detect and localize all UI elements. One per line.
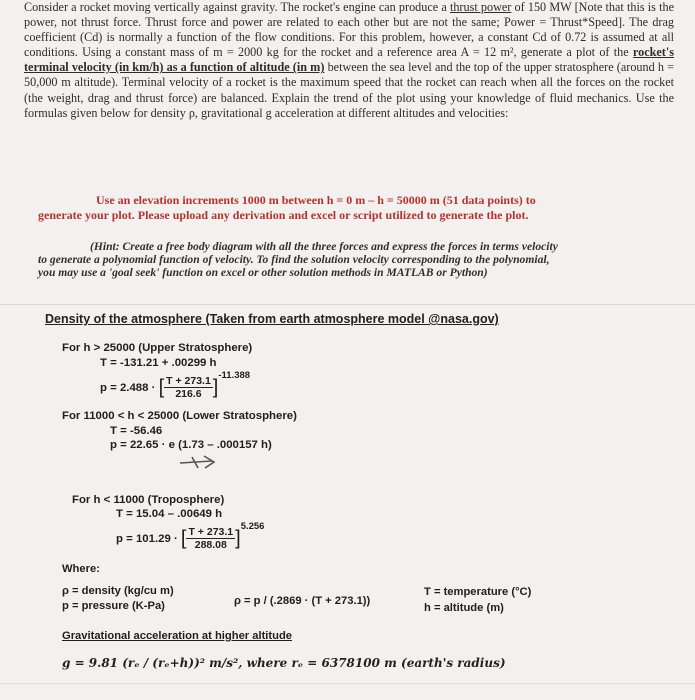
troposphere-pressure: p = 101.29 · [ $\frac{T + 273.1}{288.08}$ ]$^{5.256}$ (116, 521, 265, 552)
gravity-formula: g = 9.81 (rₑ / (rₑ+h))² m/s², where rₑ = 6378100 m (earth's radius) (62, 656, 506, 670)
rho-definition: ρ = density (kg/cu m) (62, 585, 174, 597)
intro-text-3: between the sea level and the top of the upper stratosphere (around h = 50,000 m altitude). Terminal velocity of a rocket is the maximum speed that the rocket can reach when all the forces on the rocket (the weight, drag and thrust force) are balanced. Explain the trend of the plot using your knowledge of fluid mechanics. Use the formulas given below for density ρ, gravitational g acceleration at different altitudes and velocities: (24, 60, 674, 120)
upper-exponent: -11.388 (218, 370, 251, 381)
lower-strat-condition: For 11000 < h < 25000 (Lower Stratosphere) (62, 410, 297, 422)
upper-p-prefix: p = 2.488 · (100, 382, 159, 394)
bottom-divider (0, 683, 695, 684)
troposphere-condition: For h < 11000 (Troposphere) (72, 494, 225, 506)
lower-strat-pressure: p = 22.65 · e (1.73 – .000157 h) (110, 439, 272, 451)
hint-line-1: (Hint: Create a free body diagram with all the three forces and express the forces in terms velocity (90, 240, 558, 253)
upper-strat-pressure: p = 2.488 · [ $\frac{T + 273.1}{216.6}$ ]$^{-11.388}$ (100, 370, 251, 401)
upper-frac-den: 216.6 (175, 388, 202, 401)
problem-statement (24, 0, 674, 121)
density-equation: ρ = p / (.2869 · (T + 273.1)) (234, 595, 371, 607)
gravity-title: Gravitational acceleration at higher altitude (62, 630, 293, 642)
density-section-title: Density of the atmosphere (Taken from earth atmosphere model @nasa.gov) (45, 312, 499, 326)
troposphere-temperature: T = 15.04 – .00649 h (116, 508, 223, 520)
tropo-p-prefix: p = 101.29 · (116, 533, 181, 545)
instruction-line-1: Use an elevation increments 1000 m between h = 0 m – h = 50000 m (51 data points) to (96, 193, 536, 207)
upper-fraction (164, 375, 213, 400)
upper-frac-num: T + 273.1 (166, 375, 211, 388)
where-label: Where: (62, 563, 100, 575)
hint-block (38, 240, 668, 280)
instruction-block (38, 193, 658, 223)
thrust-power-emphasis: thrust power (449, 0, 512, 14)
intro-text-1: Consider a rocket moving vertically against gravity. The rocket's engine can produce a (24, 0, 450, 14)
tropo-fraction (186, 526, 235, 551)
terminal-velocity-emphasis: rocket's terminal velocity (in km/h) as a function of altitude (in m) (24, 45, 674, 75)
upper-strat-condition: For h > 25000 (Upper Stratosphere) (62, 342, 253, 354)
lower-strat-temperature: T = -56.46 (110, 425, 163, 437)
temperature-definition: T = temperature (°C) (424, 586, 532, 598)
intro-text-2: of 150 MW [Note that this is the power, not thrust force. Thrust force and power are related to each other but are not the same; Power = Thrust*Speed]. The drag coefficient (Cd) is normally a function of the flow conditions. For this problem, however, a constant Cd of 0.72 is assumed at all conditions. Using a constant mass of m = 2000 kg for the rocket and a reference area A = 12 m², generate a plot of the (24, 0, 674, 60)
handwritten-arrow-icon (178, 452, 218, 472)
altitude-definition: h = altitude (m) (424, 602, 504, 614)
tropo-exponent: 5.256 (240, 521, 265, 532)
instruction-line-2: generate your plot. Please upload any derivation and excel or script utilized to generate the plot. (38, 208, 529, 222)
tropo-frac-num: T + 273.1 (188, 526, 234, 539)
tropo-frac-den: 288.08 (194, 539, 227, 552)
hint-line-3: you may use a 'goal seek' function on excel or other solution methods in MATLAB or Python) (38, 266, 488, 280)
pressure-definition: p = pressure (K-Pa) (62, 600, 165, 612)
upper-strat-temperature: T = -131.21 + .00299 h (100, 357, 217, 369)
hint-line-2: to generate a polynomial function of velocity. To find the solution velocity corresponding to the polynomial, (38, 253, 550, 267)
divider (0, 304, 695, 305)
